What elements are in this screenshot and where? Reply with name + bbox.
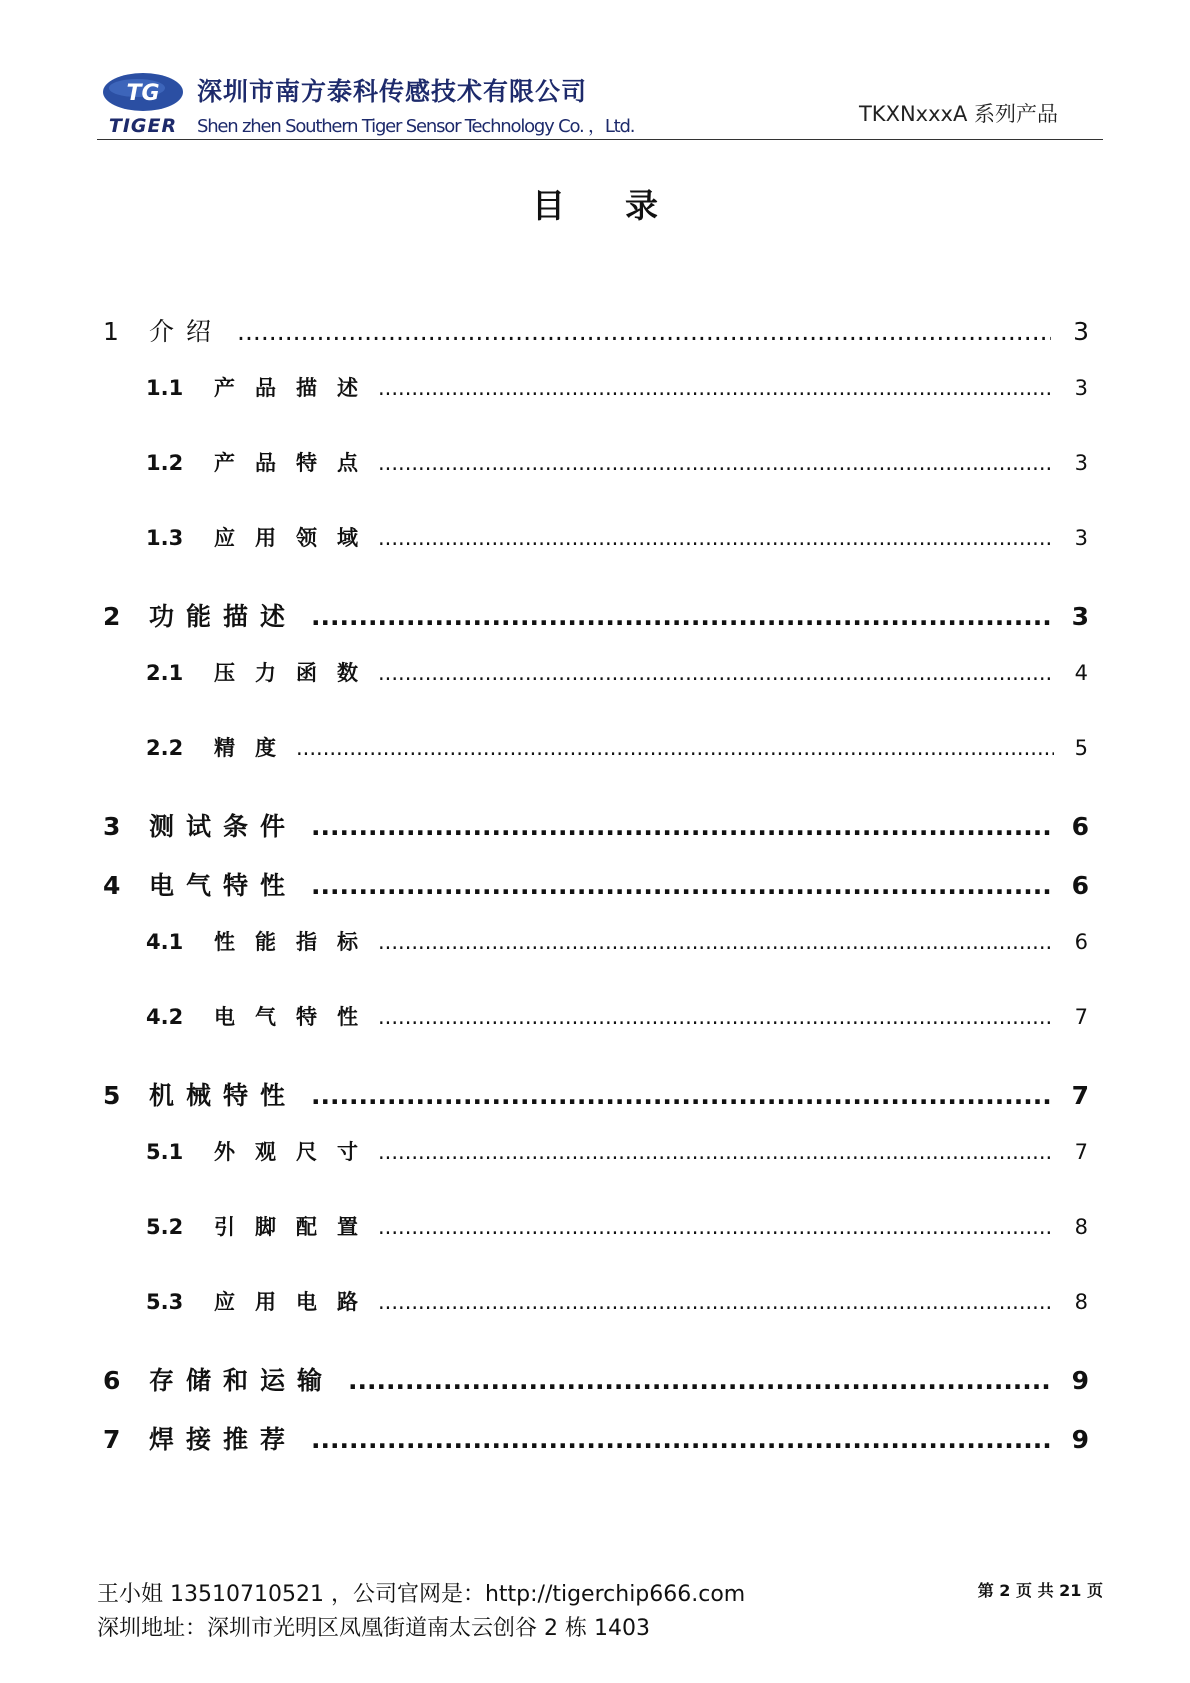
toc-page-number: 3	[1074, 526, 1088, 550]
toc-number: 3	[103, 812, 121, 841]
toc-number: 1.3	[146, 526, 184, 550]
toc-subentry[interactable]	[146, 926, 1088, 956]
toc-page-number: 3	[1074, 451, 1088, 475]
toc-page-number: 3	[1073, 317, 1089, 346]
toc-number: 2.1	[146, 661, 184, 685]
toc-number: 6	[103, 1366, 121, 1395]
toc-page-number: 8	[1074, 1215, 1088, 1239]
company-name-cn: 深圳市南方泰科传感技术有限公司	[197, 77, 588, 106]
toc-title: 介绍	[149, 317, 224, 346]
toc-page-number: 7	[1074, 1140, 1088, 1164]
toc-subentry[interactable]	[146, 522, 1088, 552]
page-footer	[97, 1578, 1103, 1646]
contact-line: 王小姐 13510710521 ，公司官网是：http://tigerchip666.com	[97, 1582, 746, 1607]
toc-subentry[interactable]	[146, 1211, 1088, 1241]
toc-number: 7	[103, 1425, 121, 1454]
toc-entry[interactable]	[103, 312, 1089, 348]
toc-subentry[interactable]	[146, 447, 1088, 477]
toc-page-number: 7	[1074, 1005, 1088, 1029]
toc-dot-leader	[378, 1140, 1054, 1164]
toc-subentry[interactable]	[146, 657, 1088, 687]
toc-number: 1	[103, 317, 119, 346]
toc-dot-leader	[311, 1081, 1051, 1110]
toc-number: 5.2	[146, 1215, 184, 1239]
toc-entry[interactable]	[103, 597, 1089, 633]
toc-entry[interactable]	[103, 1420, 1089, 1456]
toc-title: 外观尺寸	[214, 1140, 378, 1164]
toc-number: 2	[103, 602, 121, 631]
toc-title: 引脚配置	[214, 1215, 378, 1239]
toc-dot-leader	[378, 451, 1054, 475]
toc-entry[interactable]	[103, 1076, 1089, 1112]
toc-number: 1.2	[146, 451, 184, 475]
toc-title: 产品特点	[214, 451, 378, 475]
toc-number: 2.2	[146, 736, 184, 760]
toc-title: 机械特性	[149, 1081, 298, 1110]
toc-number: 4	[103, 871, 121, 900]
toc-title: 性能指标	[214, 930, 378, 954]
svg-text:TIGER: TIGER	[108, 115, 178, 137]
page-title: 目录	[532, 186, 718, 225]
toc-dot-leader	[378, 1005, 1054, 1029]
company-name-en: Shen zhen Southern Tiger Sensor Technology Co. ，Ltd.	[197, 116, 635, 137]
toc-page-number: 9	[1071, 1366, 1089, 1395]
toc-subentry[interactable]	[146, 372, 1088, 402]
toc-number: 5.1	[146, 1140, 184, 1164]
product-series: TKXNxxxA 系列产品	[858, 102, 1058, 126]
toc-dot-leader	[311, 871, 1051, 900]
toc-title: 电气特性	[149, 871, 298, 900]
toc-entry[interactable]	[103, 807, 1089, 843]
toc-number: 5.3	[146, 1290, 184, 1314]
toc-dot-leader	[378, 1215, 1054, 1239]
toc-page-number: 6	[1071, 871, 1089, 900]
toc-subentry[interactable]	[146, 1001, 1088, 1031]
toc-title: 电气特性	[214, 1005, 378, 1029]
toc-page-number: 8	[1074, 1290, 1088, 1314]
toc-dot-leader	[378, 1290, 1054, 1314]
toc-title: 应用电路	[214, 1290, 378, 1314]
toc-dot-leader	[378, 661, 1054, 685]
toc-page-number: 9	[1071, 1425, 1089, 1454]
toc-page-number: 4	[1074, 661, 1088, 685]
toc-dot-leader	[378, 526, 1054, 550]
toc-title: 压力函数	[214, 661, 378, 685]
toc-dot-leader	[237, 317, 1051, 346]
toc-entry[interactable]	[103, 866, 1089, 902]
toc-number: 4.1	[146, 930, 184, 954]
toc-dot-leader	[311, 602, 1051, 631]
toc-number: 4.2	[146, 1005, 184, 1029]
address-line: 深圳地址：深圳市光明区凤凰街道南太云创谷 2 栋 1403	[97, 1616, 650, 1641]
toc-number: 5	[103, 1081, 121, 1110]
toc-title: 功能描述	[149, 602, 298, 631]
toc-subentry[interactable]	[146, 1136, 1088, 1166]
toc-page-number: 7	[1071, 1081, 1089, 1110]
toc-page-number: 3	[1074, 376, 1088, 400]
svg-text:TG: TG	[126, 81, 160, 106]
page-indicator: 第 2 页 共 21 页	[977, 1581, 1103, 1600]
toc-dot-leader	[378, 376, 1054, 400]
toc-page-number: 3	[1071, 602, 1089, 631]
toc-dot-leader	[348, 1366, 1051, 1395]
toc-page-number: 5	[1074, 736, 1088, 760]
toc-title: 存储和运输	[149, 1366, 335, 1395]
toc-title: 应用领域	[214, 526, 378, 550]
toc-dot-leader	[296, 736, 1054, 760]
toc-dot-leader	[311, 1425, 1051, 1454]
toc-page-number: 6	[1071, 812, 1089, 841]
toc-title: 焊接推荐	[149, 1425, 298, 1454]
toc-entry[interactable]	[103, 1361, 1089, 1397]
toc-title: 精度	[214, 736, 296, 760]
toc-subentry[interactable]	[146, 1286, 1088, 1316]
toc-page-number: 6	[1074, 930, 1088, 954]
toc-title: 产品描述	[214, 376, 378, 400]
toc-dot-leader	[378, 930, 1054, 954]
toc-subentry[interactable]	[146, 732, 1088, 762]
toc-number: 1.1	[146, 376, 184, 400]
toc-dot-leader	[311, 812, 1051, 841]
toc-title: 测试条件	[149, 812, 298, 841]
